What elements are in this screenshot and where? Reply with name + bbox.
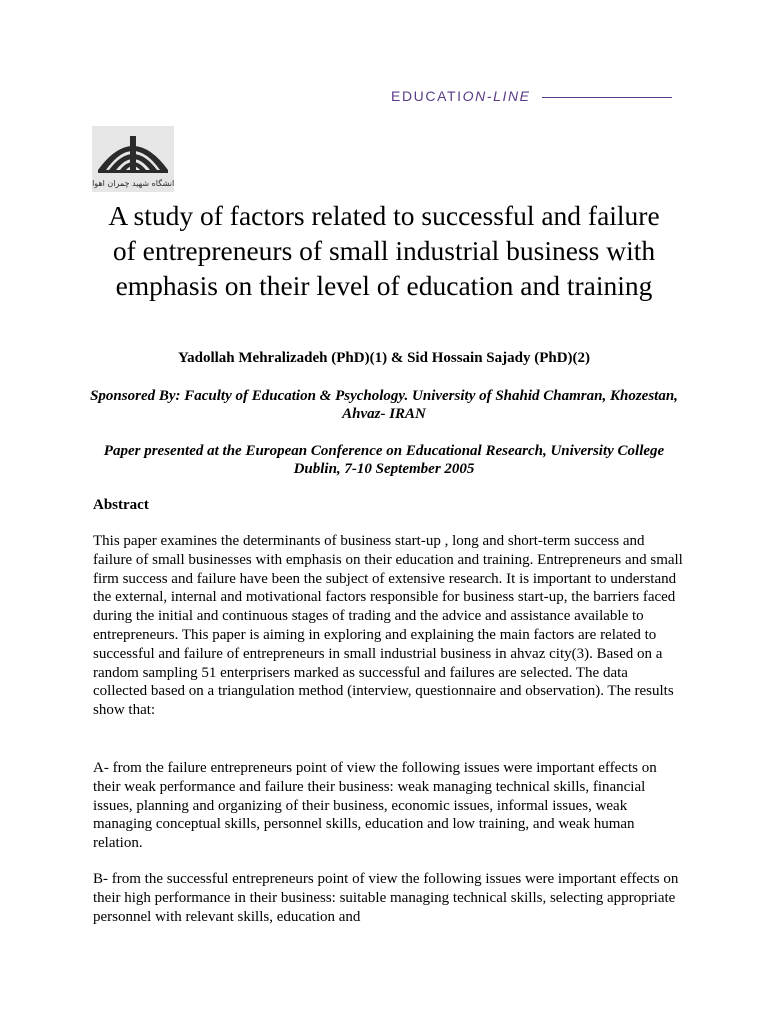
sponsor-note: Sponsored By: Faculty of Education & Psychology. University of Shahid Chamran, Khozestan, Ahvaz- IRAN <box>90 388 678 422</box>
abstract-paragraph-2: A- from the failure entrepreneurs point of view the following issues were important effects on their weak performance and failure their business: weak managing technical skills, financial issues, planning and organizing of their business, economic issues, informal issues, weak managing conceptual skills, personnel skills, education and low training, and weak human relation. <box>93 760 657 852</box>
abstract-paragraph-3: B- from the successful entrepreneurs point of view the following issues were important effects on their high performance in their business: suitable managing technical skills, selecting appropriate personnel with relevant skills, education and <box>93 871 679 925</box>
brand-prefix: EDUCATI <box>391 88 463 104</box>
paper-title: A study of factors related to successful and failure of entrepreneurs of small industrial business with emphasis on their level of education and training <box>108 200 660 301</box>
abstract-heading: Abstract <box>93 497 149 513</box>
abstract-paragraph-1: This paper examines the determinants of business start-up , long and short-term success and failure of small businesses with emphasis on their education and training. Entrepreneurs and small firm success and failure have been the subject of extensive research. It is important to understand the external, internal and motivational factors responsible for business start-up, the barriers faced during the initial and continuous stages of trading and the advice and assistance available to entrepreneurs. This paper is aiming in exploring and explaining the main factors are related to successful and failure of entrepreneurs in small industrial business in ahvaz city(3). Based on a random sampling 51 enterprisers marked as successful and failures are selected. The data collected based on a triangulation method (interview, questionnaire and observation). The results show that: <box>93 533 683 719</box>
university-logo-icon <box>92 126 174 192</box>
header-divider <box>542 97 672 98</box>
logo-caption: دانشگاه شهید چمران اهواز <box>92 179 174 188</box>
university-logo-graphic <box>92 126 174 192</box>
education-online-brand <box>391 88 531 104</box>
conference-note: Paper presented at the European Conference on Educational Research, University College Dublin, 7-10 September 2005 <box>103 443 665 477</box>
brand-suffix: ON-LINE <box>462 88 531 104</box>
authors: Yadollah Mehralizadeh (PhD)(1) & Sid Hossain Sajady (PhD)(2) <box>177 350 591 366</box>
